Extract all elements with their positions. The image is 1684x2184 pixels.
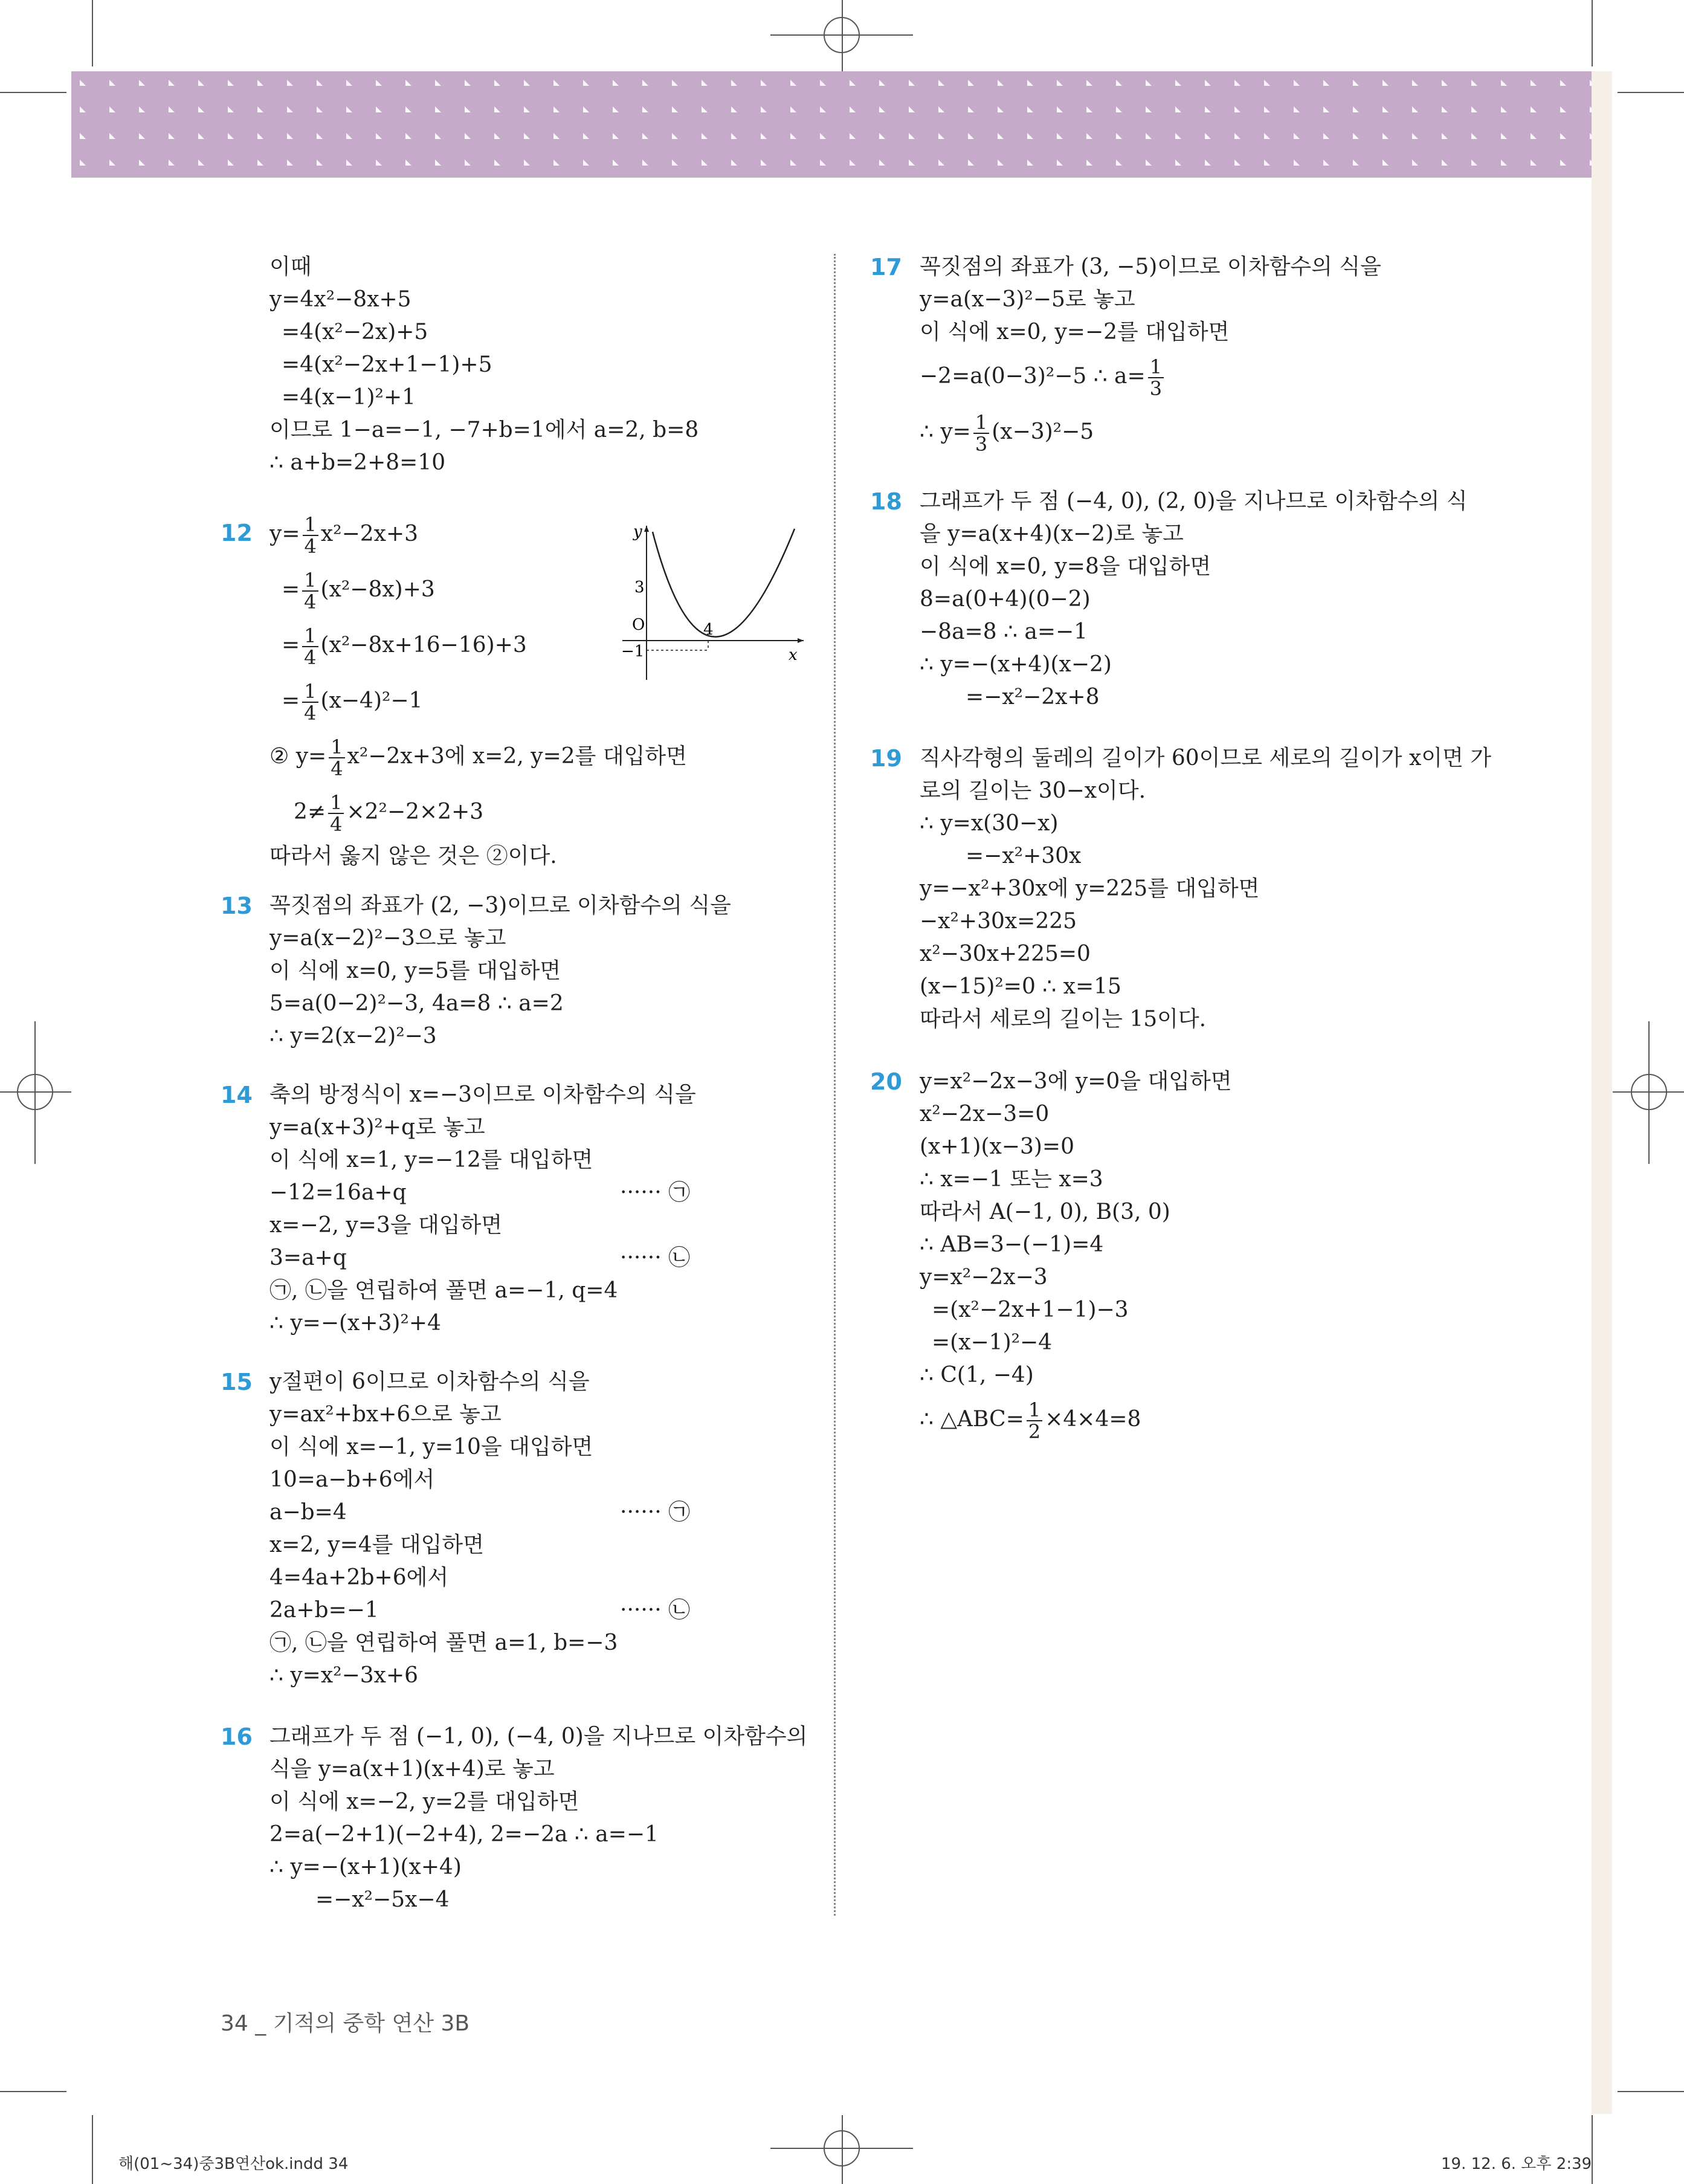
fraction-num: 1: [302, 681, 318, 703]
fraction-den: 2: [1028, 1420, 1041, 1443]
crop-mark: [0, 1091, 71, 1093]
fraction-den: 4: [304, 590, 317, 613]
text-line: 그래프가 두 점 (−4, 0), (2, 0)을 지나므로 이차함수의 식: [920, 489, 1468, 514]
left-column: [269, 251, 813, 479]
text-line: =−x²−5x−4: [315, 1887, 450, 1912]
text-line: 이 식에 x=−1, y=10을 대입하면: [269, 1435, 593, 1459]
equation-marker: ······ ㉠: [620, 1180, 691, 1205]
problem-number: 16: [221, 1724, 253, 1750]
text-line: ∴ y=−(x+4)(x−2): [920, 652, 1112, 677]
text-line: y=ax²+bx+6으로 놓고: [269, 1402, 502, 1427]
problem-18: [920, 485, 1572, 714]
problem-20: [920, 1065, 1572, 1447]
fraction-num: 1: [303, 514, 318, 536]
text-line: 5=a(0−2)²−3, 4a=8 ∴ a=2: [269, 991, 564, 1016]
fraction: [302, 681, 318, 723]
equation-marker: ······ ㉠: [620, 1500, 691, 1525]
fraction: [1148, 357, 1164, 399]
text-line: 로의 길이는 30−x이다.: [920, 778, 1146, 803]
text-line: x=−2, y=3을 대입하면: [269, 1213, 503, 1238]
text-line: 이므로 1−a=−1, −7+b=1에서 a=2, b=8: [269, 418, 699, 442]
fraction: [302, 570, 318, 612]
fraction-den: 4: [304, 646, 317, 669]
problem-number: 13: [221, 893, 253, 919]
text: −2=a(0−3)²−5 ∴ a=: [920, 364, 1146, 389]
vertex-y-label: −1: [621, 642, 645, 661]
crop-mark: [92, 2115, 93, 2184]
text-line: 그래프가 두 점 (−1, 0), (−4, 0)을 지나므로 이차함수의: [269, 1724, 808, 1749]
text-line: y=a(x−2)²−3으로 놓고: [269, 926, 506, 951]
text-line: 이 식에 x=0, y=8을 대입하면: [920, 554, 1211, 579]
crop-mark: [1592, 0, 1593, 66]
problem-19: [920, 742, 1572, 1036]
fraction-num: 1: [328, 792, 344, 814]
text-line: −x²+30x=225: [920, 909, 1077, 934]
text: −12=16a+q: [269, 1180, 407, 1205]
problem-number: 17: [870, 254, 902, 280]
crop-mark: [842, 0, 843, 71]
x-axis-arrow: [798, 638, 804, 643]
text-line: [269, 1242, 813, 1275]
header-pattern: [71, 71, 1592, 178]
text-line: 8=a(0+4)(0−2): [920, 587, 1091, 612]
text-line: ∴ x=−1 또는 x=3: [920, 1167, 1103, 1192]
problem-number: 20: [870, 1068, 902, 1095]
text-line: =−x²+30x: [966, 844, 1082, 868]
text-line: y=a(x+3)²+q로 놓고: [269, 1115, 485, 1140]
text-line: 이 식에 x=1, y=−12를 대입하면: [269, 1148, 593, 1172]
problem-number: 12: [221, 520, 253, 546]
side-stripe: [1592, 71, 1612, 2114]
fraction-den: 4: [330, 813, 343, 836]
equation-line: = $\frac{1}{4}$ (x²−8x+16−16)+3: [282, 624, 527, 669]
text-line: 축의 방정식이 x=−3이므로 이차함수의 식을: [269, 1082, 696, 1107]
parabola-curve: [653, 529, 795, 637]
text-line: 직사각형의 둘레의 길이가 60이므로 세로의 길이가 x이면 가: [920, 746, 1492, 771]
header-band: [71, 71, 1592, 178]
text-line: x²−30x+225=0: [920, 942, 1091, 966]
text-line: 이 식에 x=−2, y=2를 대입하면: [269, 1789, 579, 1814]
fraction-den: 4: [304, 535, 317, 558]
fraction-num: 1: [302, 625, 318, 647]
problem-number: 15: [221, 1369, 253, 1395]
text-line: [269, 1594, 813, 1627]
text: 3=a+q: [269, 1245, 347, 1270]
text: ×2²−2×2+3: [346, 800, 484, 824]
text-line: =(x²−2x+1−1)−3: [932, 1297, 1129, 1322]
text: (x²−8x+16−16)+3: [320, 633, 527, 657]
column-divider: [834, 254, 836, 1916]
text-line: (x+1)(x−3)=0: [920, 1134, 1074, 1159]
problem-number: 14: [221, 1082, 253, 1108]
text: (x−3)²−5: [992, 419, 1094, 444]
text-line: =(x−1)²−4: [932, 1330, 1053, 1355]
problem-number: 19: [870, 745, 902, 772]
crop-mark: [0, 92, 66, 93]
fraction: [1027, 1400, 1042, 1442]
text-line: 이때: [269, 254, 312, 279]
text: x²−2x+3: [320, 522, 419, 546]
equation-line: [269, 784, 813, 840]
text-line: ㉠, ㉡을 연립하여 풀면 a=−1, q=4: [269, 1278, 618, 1303]
text: y=: [269, 522, 300, 546]
fraction-den: 4: [304, 702, 317, 725]
text-line: =4(x−1)²+1: [282, 385, 416, 410]
crop-mark: [770, 34, 913, 36]
equation-line: [269, 729, 813, 784]
text: x²−2x+3에 x=2, y=2를 대입하면: [347, 744, 687, 769]
equation-marker: ······ ㉡: [620, 1598, 691, 1623]
problem-17: [920, 251, 1572, 460]
y-axis-arrow: [644, 526, 649, 532]
problem-16: [269, 1720, 825, 1916]
text-line: 식을 y=a(x+1)(x+4)로 놓고: [269, 1757, 555, 1782]
file-slug: 해(01~34)중3B연산ok.indd 34: [118, 2155, 349, 2173]
text-line: [269, 1177, 813, 1209]
parabola-graph: [604, 520, 822, 683]
x-axis-label: x: [789, 646, 798, 664]
text: ×4×4=8: [1045, 1407, 1141, 1432]
text-line: ∴ y=x²−3x+6: [269, 1663, 419, 1688]
text-line: 따라서 옳지 않은 것은 ②이다.: [269, 844, 557, 868]
problem-number: 18: [870, 488, 902, 515]
text-line: y=x²−2x−3에 y=0을 대입하면: [920, 1069, 1232, 1094]
equation-line: [920, 1392, 1572, 1447]
text-line: 4=4a+2b+6에서: [269, 1565, 449, 1590]
text-line: ∴ AB=3−(−1)=4: [920, 1232, 1104, 1257]
text-line: y=4x²−8x+5: [269, 287, 411, 312]
fraction: [328, 792, 344, 835]
crop-mark: [0, 2091, 66, 2092]
crop-mark: [1592, 2115, 1593, 2184]
text-line: ∴ C(1, −4): [920, 1363, 1034, 1388]
text: a−b=4: [269, 1500, 347, 1525]
fraction: [303, 514, 318, 557]
text-line: =4(x²−2x)+5: [282, 320, 428, 344]
text-line: y=a(x−3)²−5로 놓고: [920, 287, 1135, 312]
text-line: 꼭짓점의 좌표가 (3, −5)이므로 이차함수의 식을: [920, 254, 1381, 279]
fraction-num: 1: [1148, 357, 1164, 378]
text: ② y=: [269, 744, 327, 769]
text-line: 따라서 세로의 길이는 15이다.: [920, 1007, 1207, 1032]
fraction-num: 1: [302, 570, 318, 592]
text-line: ∴ y=−(x+1)(x+4): [269, 1855, 462, 1879]
crop-mark: [842, 2115, 843, 2184]
vertex-x-label: 4: [703, 621, 714, 639]
text-line: ∴ y=2(x−2)²−3: [269, 1024, 437, 1048]
text: ∴ △ABC=: [920, 1407, 1024, 1432]
equation-line: [920, 349, 1572, 404]
text-line: (x−15)²=0 ∴ x=15: [920, 974, 1121, 999]
text-line: [269, 1496, 813, 1529]
date-slug: 19. 12. 6. 오후 2:39: [1441, 2155, 1592, 2173]
y-intercept-label: 3: [634, 578, 645, 596]
equation-line: = $\frac{1}{4}$ (x−4)²−1: [282, 680, 423, 725]
fraction-den: 4: [331, 757, 343, 780]
crop-mark: [1618, 2091, 1684, 2092]
text-line: 10=a−b+6에서: [269, 1467, 435, 1492]
problem-13: [269, 890, 813, 1053]
text-line: 을 y=a(x+4)(x−2)로 놓고: [920, 522, 1184, 546]
crop-mark: [770, 2148, 913, 2149]
crop-mark: [1618, 92, 1684, 93]
fraction-den: 3: [975, 433, 988, 456]
text-line: y=x²−2x−3: [920, 1265, 1048, 1290]
page-footer: 34 _ 기적의 중학 연산 3B: [221, 2011, 470, 2036]
text-line: ㉠, ㉡을 연립하여 풀면 a=1, b=−3: [269, 1630, 618, 1655]
text-line: −8a=8 ∴ a=−1: [920, 619, 1088, 644]
text-line: x=2, y=4를 대입하면: [269, 1533, 484, 1557]
text: (x²−8x)+3: [320, 577, 435, 602]
crop-mark: [92, 0, 93, 66]
text-line: ∴ y=−(x+3)²+4: [269, 1311, 441, 1336]
fraction-num: 1: [973, 412, 989, 434]
text-line: y=−x²+30x에 y=225를 대입하면: [920, 876, 1260, 901]
fraction-num: 1: [1027, 1400, 1042, 1421]
text: 2a+b=−1: [269, 1598, 379, 1623]
crop-mark: [34, 1021, 36, 1164]
text: (x−4)²−1: [320, 688, 423, 713]
crop-mark: [1648, 1021, 1650, 1164]
y-axis-label: y: [633, 523, 642, 541]
fraction: [302, 625, 318, 668]
text-line: ∴ a+b=2+8=10: [269, 450, 446, 475]
crop-mark: [1613, 1091, 1684, 1093]
text-line: 따라서 A(−1, 0), B(3, 0): [920, 1200, 1170, 1224]
text-line: ∴ y=x(30−x): [920, 811, 1059, 836]
equation-marker: ······ ㉡: [620, 1245, 691, 1270]
equation-line: = $\frac{1}{4}$ (x²−8x)+3: [282, 569, 435, 613]
problem-14: [269, 1079, 813, 1340]
equation-line: [920, 404, 1572, 460]
text-line: y절편이 6이므로 이차함수의 식을: [269, 1369, 590, 1394]
fraction: [973, 412, 989, 454]
text-line: 꼭짓점의 좌표가 (2, −3)이므로 이차함수의 식을: [269, 893, 731, 918]
fraction-num: 1: [329, 737, 344, 758]
text: ∴ y=: [920, 419, 971, 444]
problem-15: [269, 1366, 813, 1692]
fraction-den: 3: [1149, 377, 1163, 400]
text-line: =4(x²−2x+1−1)+5: [282, 352, 492, 377]
text: 2≠: [294, 800, 326, 824]
text-line: x²−2x−3=0: [920, 1102, 1050, 1126]
text-line: 이 식에 x=0, y=5를 대입하면: [269, 958, 561, 983]
origin-label: O: [632, 616, 645, 634]
text-line: =−x²−2x+8: [966, 685, 1100, 709]
text-line: 이 식에 x=0, y=−2를 대입하면: [920, 320, 1230, 344]
text-line: 2=a(−2+1)(−2+4), 2=−2a ∴ a=−1: [269, 1822, 659, 1847]
fraction: [329, 737, 344, 779]
